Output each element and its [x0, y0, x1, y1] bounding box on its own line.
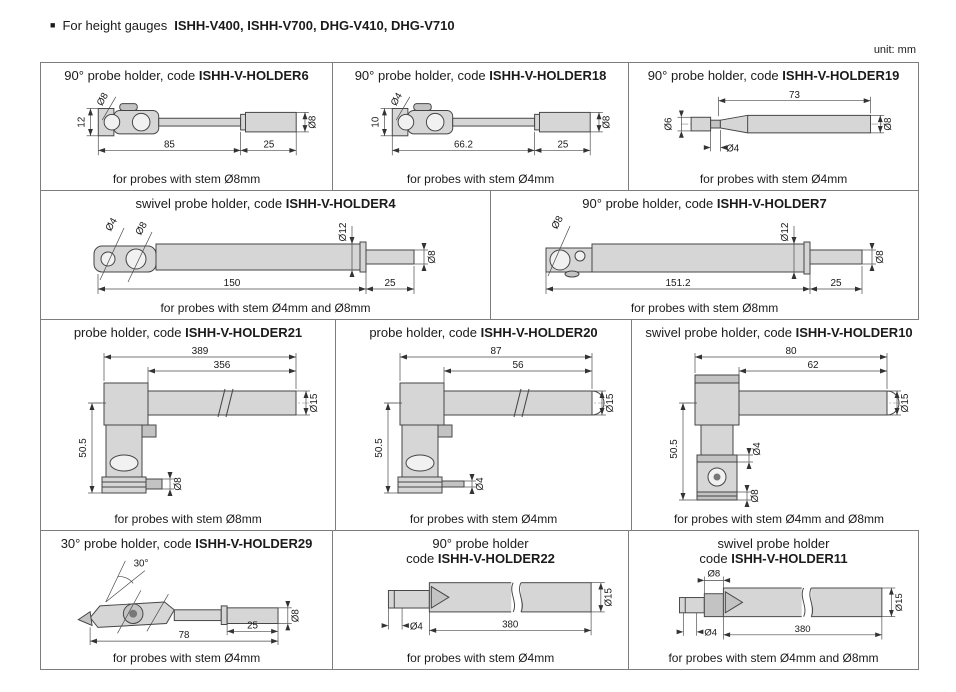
part-shapes	[392, 103, 590, 135]
dim-label-stem-dia: Ø8	[307, 115, 319, 129]
dim-label-drop: 50.5	[78, 438, 89, 458]
dim-label-arm-len: 356	[213, 360, 231, 372]
part-shapes	[94, 383, 310, 493]
drawing-holder21	[44, 345, 332, 507]
dim-label-probe-dia: Ø4	[409, 621, 423, 633]
drawing-holder18	[340, 89, 622, 167]
bullet-square-icon: ■	[50, 20, 56, 30]
dim-label-body-len: 66.2	[453, 139, 473, 151]
cell-holder22	[333, 531, 629, 669]
part-shapes	[94, 242, 414, 272]
dim-label-drop: 50.5	[373, 438, 385, 458]
dim-label-stem-len: 25	[262, 139, 274, 151]
part-shapes	[546, 242, 862, 277]
header-text: For height gauges	[62, 18, 168, 33]
dim-label-probe-dia: Ø8	[94, 90, 111, 108]
cell-caption: for probes with stem Ø4mm	[112, 650, 261, 665]
dim-label-probe-dia-large: Ø8	[133, 220, 150, 238]
part-shapes	[390, 383, 606, 493]
dim-label-stem-dia: Ø8	[290, 609, 302, 623]
dim-label-body-dia: Ø12	[779, 222, 791, 242]
dim-label-left-dia: Ø6	[663, 117, 675, 131]
cell-title: probe holder, code ISHH-V-HOLDER21	[73, 325, 303, 340]
dim-label-stem-len: 25	[556, 139, 568, 151]
dim-label-arm-dia: Ø15	[604, 393, 616, 413]
cell-caption: for probes with stem Ø4mm and Ø8mm	[668, 651, 879, 665]
cell-holder18	[333, 63, 629, 190]
dim-label-body-len: 380	[794, 623, 811, 635]
dim-label-stem-dia: Ø8	[426, 250, 438, 264]
cell-holder19	[629, 63, 918, 190]
dim-label-angle: 30°	[133, 558, 148, 570]
drawing-holder19	[633, 89, 915, 167]
cell-title: probe holder, code ISHH-V-HOLDER20	[369, 325, 598, 340]
cell-title: 90° probe holder, code ISHH-V-HOLDER18	[354, 68, 607, 83]
cell-caption: for probes with stem Ø4mm and Ø8mm	[160, 300, 371, 315]
cell-title: 90° probe holder, code ISHH-V-HOLDER7	[582, 196, 827, 211]
dim-label-body-dia: Ø15	[603, 587, 615, 607]
dim-label-body-len: 380	[501, 619, 518, 631]
cell-holder6	[41, 63, 333, 190]
dim-label-arm-dia: Ø15	[309, 393, 320, 413]
table-row	[41, 320, 918, 531]
dim-label-probe-dia: Ø4	[703, 627, 717, 639]
dim-label-stem-len: 25	[246, 620, 258, 632]
unit-label: unit: mm	[873, 44, 916, 56]
dim-label-total-len: 80	[785, 346, 797, 358]
cell-title: 30° probe holder, code ISHH-V-HOLDER29	[60, 536, 313, 551]
dim-label-stem-dia: Ø8	[173, 477, 184, 491]
drawing-holder7	[500, 214, 910, 298]
probe-holder-table	[40, 62, 919, 670]
dim-label-body-len: 150	[223, 278, 240, 290]
cell-holder20	[336, 320, 632, 530]
dim-label-arm-len: 62	[807, 360, 819, 372]
dim-label-body-len: 85	[163, 139, 175, 151]
dim-label-body-dia: Ø12	[337, 222, 349, 242]
cell-holder4	[41, 191, 491, 319]
drawing-holder20	[340, 345, 628, 507]
dim-label-height: 10	[370, 116, 382, 128]
part-shapes	[98, 103, 296, 135]
cell-title: swivel probe holder, code ISHH-V-HOLDER10	[645, 325, 913, 340]
cell-caption: for probes with stem Ø4mm	[406, 171, 555, 186]
cell-title: 90° probe holder code ISHH-V-HOLDER22	[406, 536, 555, 567]
dim-label-probe-dia: Ø4	[388, 90, 405, 108]
drawing-holder22	[340, 571, 622, 647]
part-shapes	[681, 115, 892, 133]
part-shapes	[685, 375, 901, 500]
cell-holder21	[41, 320, 336, 530]
cell-holder10	[632, 320, 926, 530]
cell-holder7	[491, 191, 918, 319]
cell-caption: for probes with stem Ø8mm	[630, 300, 779, 315]
page-header	[50, 18, 455, 33]
dimensions	[90, 559, 301, 645]
dim-label-top-len: 73	[788, 89, 800, 101]
cell-title: 90° probe holder, code ISHH-V-HOLDER19	[647, 68, 900, 83]
cell-caption: for probes with stem Ø4mm	[699, 171, 848, 186]
cell-caption: for probes with stem Ø8mm	[112, 171, 261, 186]
dim-label-top-dia: Ø8	[707, 568, 720, 580]
dim-label-probe-dia: Ø8	[549, 214, 566, 232]
dim-label-stem-dia: Ø8	[882, 117, 894, 131]
drawing-holder10	[635, 345, 923, 507]
dim-label-stem-dia: Ø8	[750, 489, 761, 503]
dim-label-arm-dia: Ø15	[900, 393, 911, 413]
dim-label-probe-dia: Ø4	[752, 442, 763, 456]
drawing-holder29	[46, 555, 328, 647]
cell-holder29	[41, 531, 333, 669]
dim-label-total-len: 389	[191, 346, 209, 358]
dim-label-total-len: 78	[178, 630, 190, 642]
dim-label-height: 12	[76, 116, 88, 128]
cell-title: swivel probe holder code ISHH-V-HOLDER11	[699, 536, 848, 567]
drawing-holder11	[633, 567, 915, 651]
part-shapes	[679, 587, 881, 618]
dim-label-stem-len: 25	[829, 278, 842, 290]
table-row	[41, 63, 918, 191]
dim-label-total-len: 87	[489, 346, 502, 358]
dim-label-body-dia: Ø15	[893, 593, 905, 612]
part-shapes	[388, 582, 591, 613]
cell-caption: for probes with stem Ø4mm	[406, 651, 555, 665]
drawing-holder6	[46, 89, 328, 167]
header-gauge-codes: ISHH-V400, ISHH-V700, DHG-V410, DHG-V710	[174, 18, 455, 33]
table-row	[41, 531, 918, 669]
dim-label-probe-dia: Ø4	[725, 143, 739, 155]
cell-caption: for probes with stem Ø4mm and Ø8mm	[673, 511, 885, 526]
cell-title: swivel probe holder, code ISHH-V-HOLDER4	[135, 196, 396, 211]
drawing-holder4	[50, 214, 482, 298]
cell-title: 90° probe holder, code ISHH-V-HOLDER6	[64, 68, 309, 83]
dim-label-stem-dia: Ø8	[874, 250, 886, 264]
dim-label-stem-len: 25	[383, 278, 396, 290]
cell-holder11	[629, 531, 918, 669]
dim-label-stem-dia: Ø8	[601, 115, 613, 129]
dim-label-stem-dia: Ø4	[474, 477, 486, 491]
table-row	[41, 191, 918, 320]
dim-label-arm-len: 56	[511, 360, 524, 372]
cell-caption: for probes with stem Ø4mm	[409, 511, 558, 526]
cell-caption: for probes with stem Ø8mm	[114, 511, 262, 526]
dim-label-probe-dia-small: Ø4	[103, 216, 120, 234]
dim-label-drop: 50.5	[669, 439, 680, 459]
dim-label-body-len: 151.2	[664, 278, 691, 290]
